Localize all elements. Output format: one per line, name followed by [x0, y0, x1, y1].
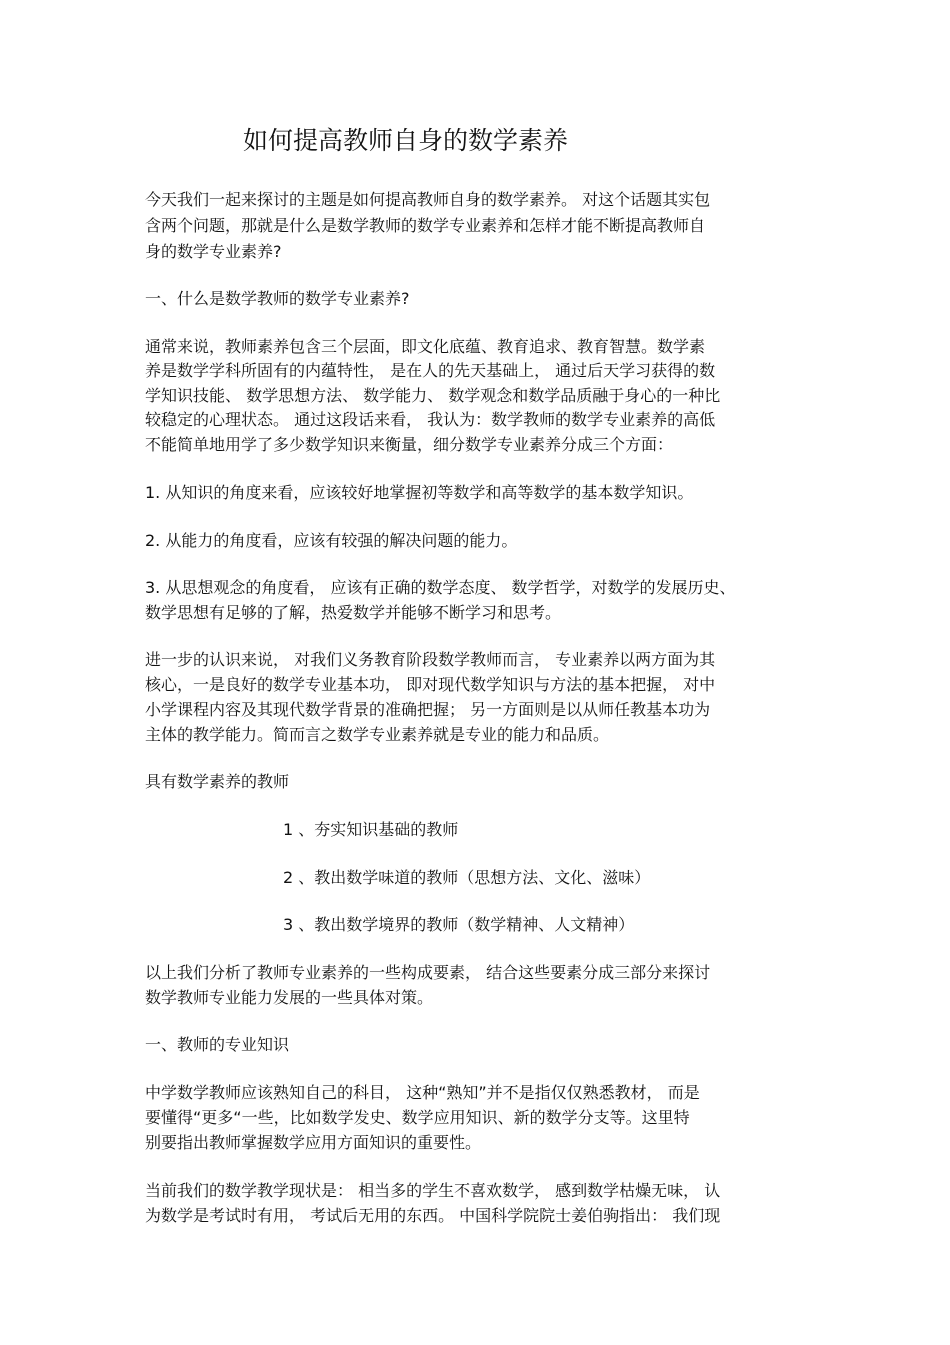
body-line: 以上我们分析了教师专业素养的一些构成要素， 结合这些要素分成三部分来探讨: [145, 963, 711, 982]
list-item: 3. 从思想观念的角度看， 应该有正确的数学态度、 数学哲学，对数学的发展历史、: [145, 578, 736, 597]
section-heading: 一、什么是数学教师的数学专业素养?: [145, 289, 410, 308]
list-item: 3 、教出数学境界的教师（数学精神、人文精神）: [283, 915, 635, 934]
list-item: 2 、教出数学味道的教师（思想方法、文化、滋味）: [283, 868, 651, 887]
document-title: 如何提高教师自身的数学素养: [243, 126, 569, 155]
body-line: 要懂得“更多“一些，比如数学发史、数学应用知识、新的数学分支等。这里特: [145, 1108, 690, 1127]
body-line: 小学课程内容及其现代数学背景的准确把握； 另一方面则是以从师任教基本功为: [145, 700, 711, 719]
body-line: 数学教师专业能力发展的一些具体对策。: [145, 988, 434, 1007]
body-line: 为数学是考试时有用， 考试后无用的东西。 中国科学院院士姜伯驹指出： 我们现: [145, 1206, 721, 1225]
list-item: 1. 从知识的角度来看，应该较好地掌握初等数学和高等数学的基本数学知识。: [145, 483, 694, 502]
body-line: 含两个问题，那就是什么是数学教师的数学专业素养和怎样才能不断提高教师自: [145, 216, 706, 235]
body-line: 当前我们的数学教学现状是： 相当多的学生不喜欢数学， 感到数学枯燥无味， 认: [145, 1181, 721, 1200]
body-line: 通常来说，教师素养包含三个层面，即文化底蕴、教育追求、教育智慧。数学素: [145, 337, 706, 356]
body-line: 今天我们一起来探讨的主题是如何提高教师自身的数学素养。 对这个话题其实包: [145, 190, 711, 209]
body-line: 核心，一是良好的数学专业基本功， 即对现代数学知识与方法的基本把握， 对中: [145, 675, 716, 694]
body-line: 养是数学学科所固有的内蕴特性， 是在人的先天基础上， 通过后天学习获得的数: [145, 361, 716, 380]
list-item: 2. 从能力的角度看，应该有较强的解决问题的能力。: [145, 531, 518, 550]
body-line: 进一步的认识来说， 对我们义务教育阶段数学教师而言， 专业素养以两方面为其: [145, 650, 716, 669]
body-line: 身的数学专业素养?: [145, 242, 282, 261]
body-line: 数学思想有足够的了解，热爱数学并能够不断学习和思考。: [145, 603, 562, 622]
section-heading: 一、教师的专业知识: [145, 1035, 290, 1054]
body-line: 中学数学教师应该熟知自己的科目， 这种“熟知”并不是指仅仅熟悉教材， 而是: [145, 1083, 700, 1102]
list-item: 1 、夯实知识基础的教师: [283, 820, 459, 839]
body-line: 主体的教学能力。简而言之数学专业素养就是专业的能力和品质。: [145, 725, 610, 744]
section-heading: 具有数学素养的教师: [145, 772, 290, 791]
body-line: 学知识技能、 数学思想方法、 数学能力、 数学观念和数学品质融于身心的一种比: [145, 386, 721, 405]
body-line: 别要指出教师掌握数学应用方面知识的重要性。: [145, 1133, 482, 1152]
body-line: 不能简单地用学了多少数学知识来衡量，细分数学专业素养分成三个方面：: [145, 435, 674, 454]
body-line: 较稳定的心理状态。 通过这段话来看， 我认为：数学教师的数学专业素养的高低: [145, 410, 716, 429]
